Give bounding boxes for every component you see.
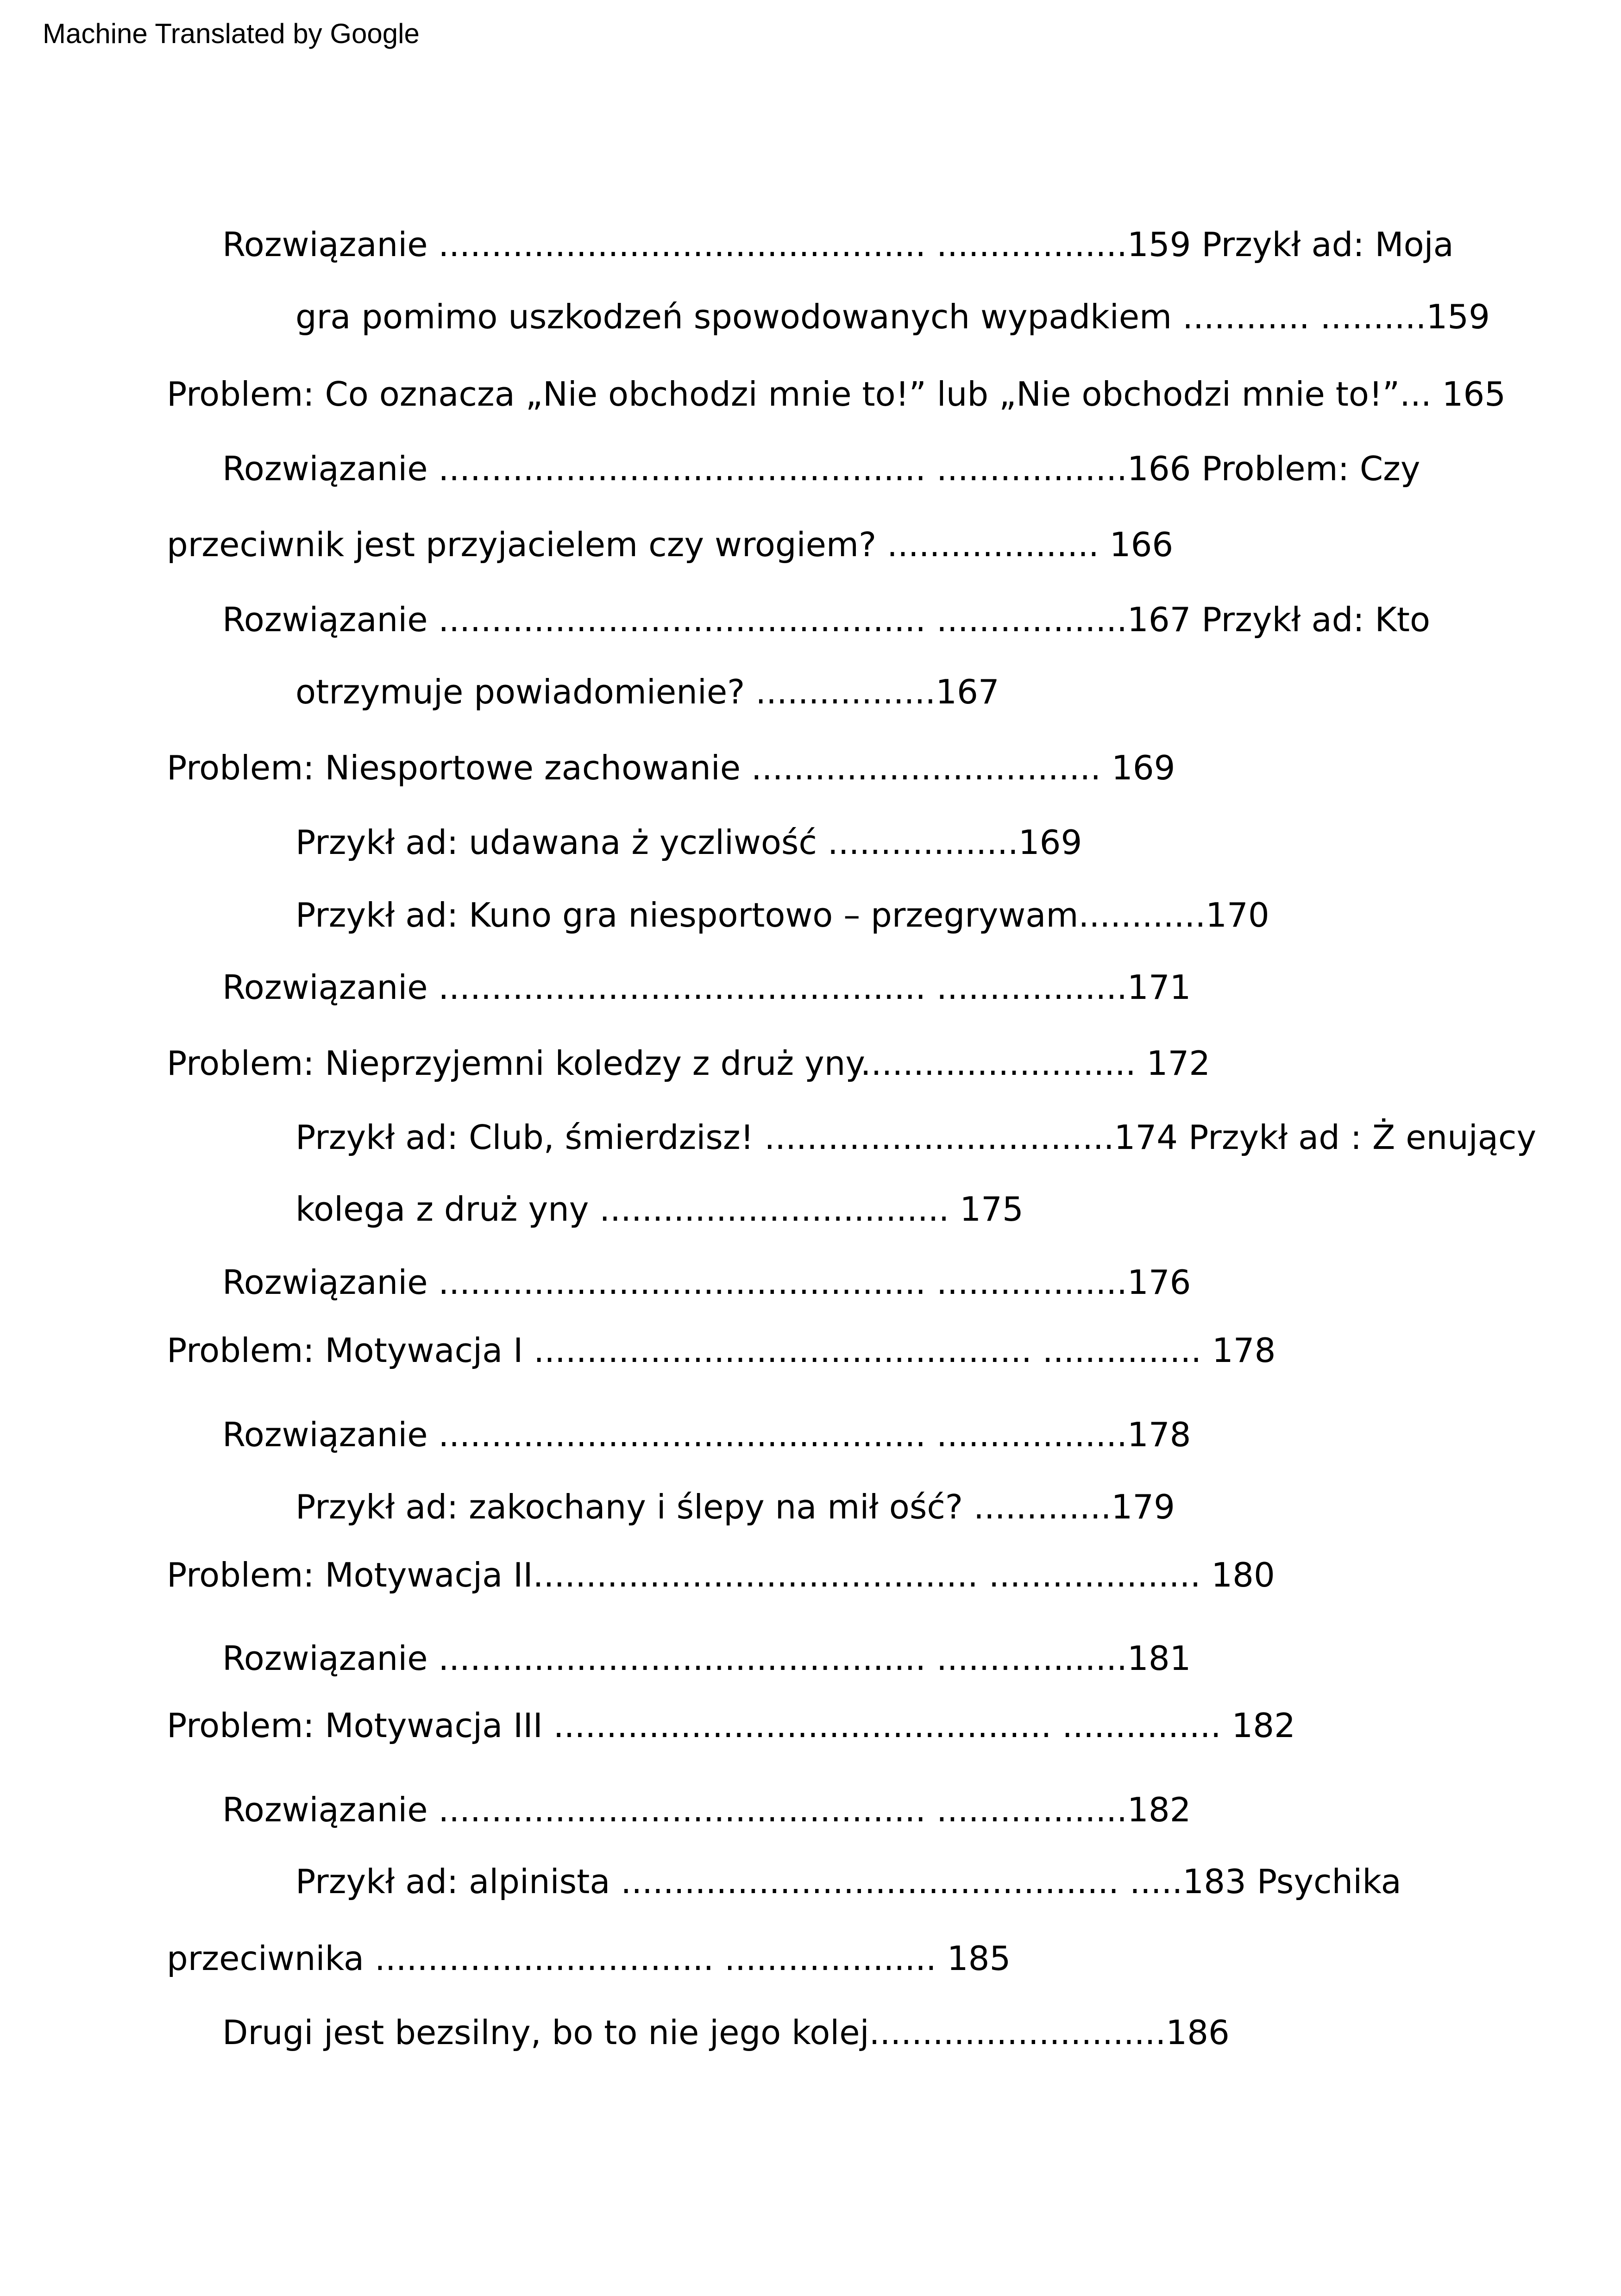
toc-entry: przeciwnik jest przyjacielem czy wrogiem? .................... 166 xyxy=(167,525,1174,564)
toc-entry: Rozwiązanie .............................................. ..................181 xyxy=(222,1639,1191,1678)
toc-entry: Przykł ad: zakochany i ślepy na mił ość? .............179 xyxy=(295,1487,1175,1526)
toc-entry: Rozwiązanie .............................................. ..................167 Przykł ad: Kto xyxy=(222,600,1430,639)
toc-entry: Rozwiązanie .............................................. ..................178 xyxy=(222,1415,1191,1454)
machine-translation-notice: Machine Translated by Google xyxy=(43,18,420,49)
toc-entry: Rozwiązanie .............................................. ..................176 xyxy=(222,1263,1191,1302)
toc-entry: Rozwiązanie .............................................. ..................171 xyxy=(222,968,1191,1007)
toc-entry: Rozwiązanie .............................................. ..................182 xyxy=(222,1790,1191,1829)
toc-entry: Rozwiązanie .............................................. ..................159 Przykł ad: Moja xyxy=(222,225,1454,264)
toc-entry: Drugi jest bezsilny, bo to nie jego kolej............................186 xyxy=(222,2013,1230,2052)
toc-entry: Przykł ad: alpinista ............................................... .....183 Psychika xyxy=(295,1862,1401,1901)
toc-entry: przeciwnika ................................ .................... 185 xyxy=(167,1939,1011,1978)
toc-entry: Problem: Co oznacza „Nie obchodzi mnie to!” lub „Nie obchodzi mnie to!”... 165 xyxy=(167,375,1506,414)
toc-entry: Rozwiązanie .............................................. ..................166 Problem: Czy xyxy=(222,449,1420,488)
toc-entry: Problem: Nieprzyjemni koledzy z druż yny.......................... 172 xyxy=(167,1044,1211,1083)
toc-entry: kolega z druż yny ................................. 175 xyxy=(295,1190,1024,1229)
toc-entry: Problem: Motywacja II.......................................... .................... 180 xyxy=(167,1556,1275,1594)
toc-entry: Problem: Niesportowe zachowanie ................................. 169 xyxy=(167,748,1175,787)
toc-entry: Przykł ad: udawana ż yczliwość ..................169 xyxy=(295,823,1082,862)
toc-entry: Przykł ad: Kuno gra niesportowo – przegrywam............170 xyxy=(295,896,1269,935)
toc-entry: otrzymuje powiadomienie? .................167 xyxy=(295,672,999,711)
toc-entry: gra pomimo uszkodzeń spowodowanych wypadkiem ............ ..........159 xyxy=(295,297,1490,336)
toc-entry: Przykł ad: Club, śmierdzisz! .................................174 Przykł ad : Ż enujący xyxy=(295,1118,1537,1157)
toc-entry: Problem: Motywacja I ............................................... ............... 178 xyxy=(167,1331,1276,1370)
toc-entry: Problem: Motywacja III ............................................... ............... 182 xyxy=(167,1706,1295,1745)
